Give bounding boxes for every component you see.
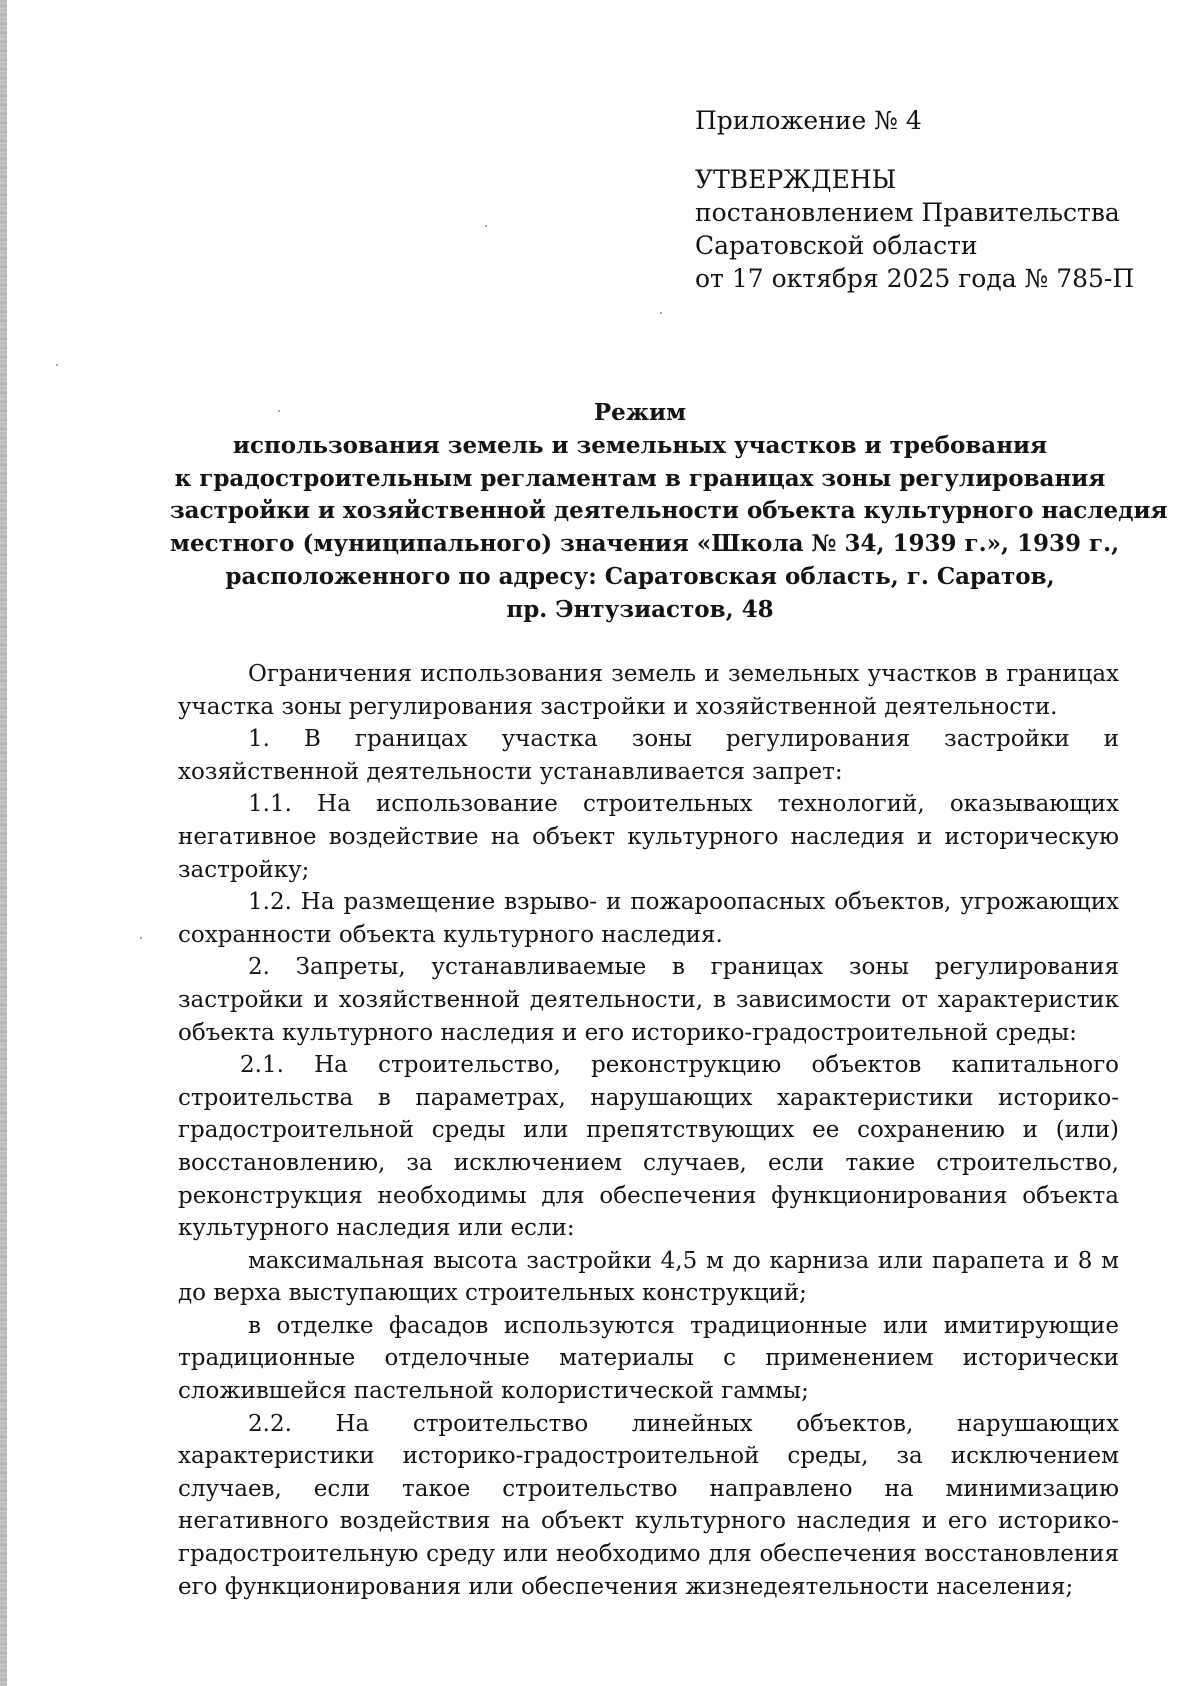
paragraph: 2. Запреты, устанавливаемые в границах зоны регулирования застройки и хозяйственной деятельности, в зависимости от характеристик объекта культурного наследия и его историко-градостроительной среды: xyxy=(178,954,1119,1046)
paragraph: максимальная высота застройки 4,5 м до карниза или парапета и 8 м до верха выступающих строительных конструкций; xyxy=(178,1247,1119,1307)
paragraph: Ограничения использования земель и земельных участков в границах участка зоны регулирования застройки и хозяйственной деятельности. xyxy=(178,661,1119,720)
title-line: застройки и хозяйственной деятельности объекта культурного наследия xyxy=(170,497,1168,525)
approval-block xyxy=(695,104,1175,295)
appendix-number: Приложение № 4 xyxy=(695,106,922,135)
paragraph: 2.1. На строительство, реконструкцию объектов капитального строительства в параметрах, нарушающих характеристики историко-градостроительной среды или препятствующих ее сохранению и (или) восстановлению, за исключением случаев, если такие строительство, реконструкция необходимы для обеспечения функционирования объекта культурного наследия или если: xyxy=(178,1052,1119,1242)
paragraph: 1.2. На размещение взрыво- и пожароопасных объектов, угрожающих сохранности объекта культурного наследия. xyxy=(178,889,1119,948)
scan-edge xyxy=(0,0,7,1686)
title-line: использования земель и земельных участков и требования xyxy=(232,431,1048,459)
scan-speck xyxy=(140,937,142,939)
scan-speck xyxy=(485,225,487,227)
document-title xyxy=(170,397,1168,627)
paragraph: 1. В границах участка зоны регулирования застройки и хозяйственной деятельности устанавливается запрет: xyxy=(178,726,1119,785)
scan-speck xyxy=(56,364,58,366)
paragraph: 1.1. На использование строительных технологий, оказывающих негативное воздействие на объект культурного наследия и историческую застройку; xyxy=(178,791,1119,883)
title-line: к градостроительным регламентам в границах зоны регулирования xyxy=(174,464,1106,492)
paragraph: 2.2. На строительство линейных объектов, нарушающих характеристики историко-градостроительной среды, за исключением случаев, если такое строительство направлено на минимизацию негативного воздействия на объект культурного наследия и его историко-градостроительную среду или необходимо для обеспечения восстановления его функционирования или обеспечения жизнедеятельности населения; xyxy=(178,1410,1119,1600)
title-line: Режим xyxy=(593,399,687,426)
approval-date: от 17 октября 2025 года № 785-П xyxy=(695,264,1135,293)
document-body xyxy=(178,658,1119,1603)
title-line: пр. Энтузиастов, 48 xyxy=(506,595,774,623)
title-line: расположенного по адресу: Саратовская область, г. Саратов, xyxy=(225,562,1055,590)
approved-heading: УТВЕРЖДЕНЫ xyxy=(695,165,897,194)
approval-line: постановлением Правительства xyxy=(695,198,1120,227)
approval-line: Саратовской области xyxy=(695,231,978,260)
scan-speck xyxy=(660,312,662,314)
paragraph: в отделке фасадов используются традиционные или имитирующие традиционные отделочные материалы с применением исторически сложившейся пастельной колористической гаммы; xyxy=(178,1312,1119,1405)
title-line: местного (муниципального) значения «Школа № 34, 1939 г.», 1939 г., xyxy=(170,530,1120,558)
